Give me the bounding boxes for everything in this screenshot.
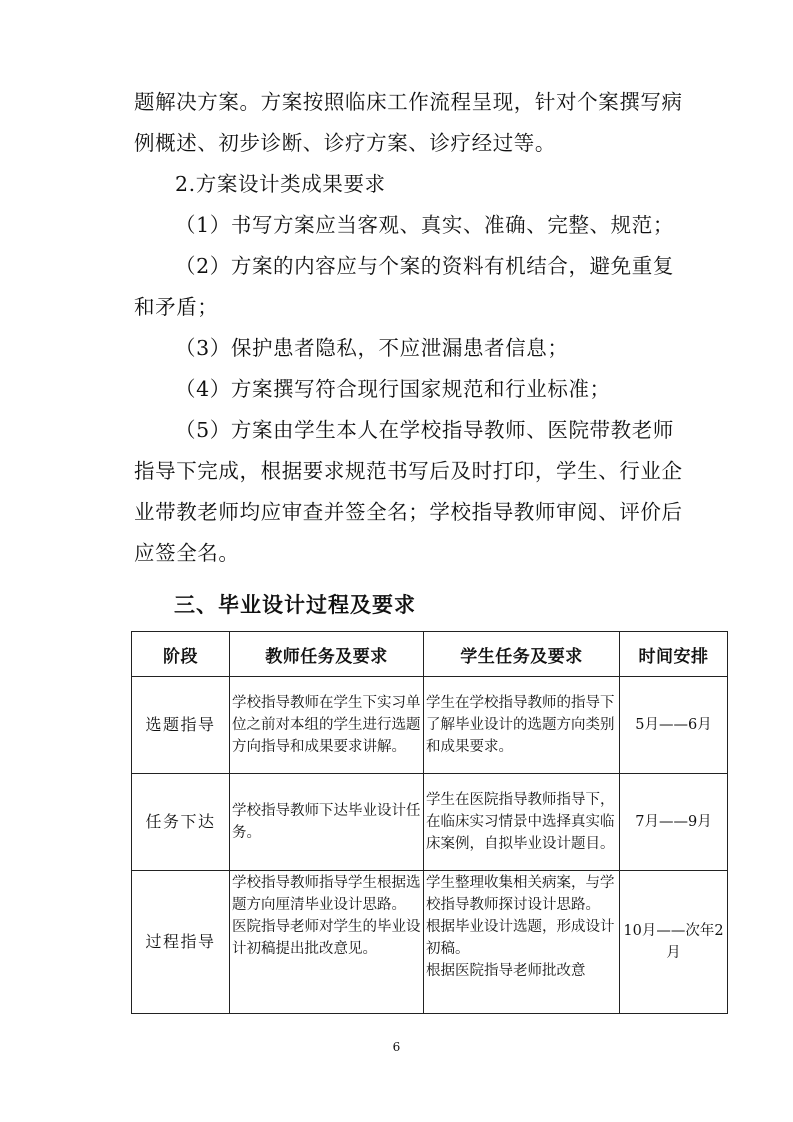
- subheading-outcome-requirements: 2.方案设计类成果要求: [175, 172, 386, 196]
- student-task-text: 学生在学校指导教师的指导下了解毕业设计的选题方向类别和成果要求。: [426, 695, 615, 755]
- header-student-tasks: 学生任务及要求: [424, 632, 620, 677]
- section-heading: 三、毕业设计过程及要求: [174, 593, 416, 617]
- teacher-task-text: 学校指导教师下达毕业设计任务。: [232, 803, 421, 841]
- paragraph-continuation: 题解决方案。方案按照临床工作流程呈现，针对个案撰写病例概述、初步诊断、诊疗方案、诊疗经过等。: [134, 90, 683, 155]
- requirement-3: （3）保护患者隐私，不应泄漏患者信息；: [175, 336, 569, 360]
- table-row: [132, 677, 728, 774]
- process-table: [131, 631, 728, 1014]
- schedule-cell: 5月——6月: [620, 677, 728, 774]
- student-task-cell: [424, 871, 620, 1014]
- student-task-text: 学生整理收集相关病案，与学校指导教师探讨设计思路。: [426, 875, 615, 913]
- schedule-cell: 7月——9月: [620, 774, 728, 871]
- header-schedule: 时间安排: [620, 632, 728, 677]
- header-stage: 阶段: [132, 632, 230, 677]
- stage-cell: 选题指导: [132, 677, 230, 774]
- stage-cell: 任务下达: [132, 774, 230, 871]
- requirement-2: （2）方案的内容应与个案的资料有机结合，避免重复和矛盾；: [134, 254, 674, 319]
- stage-cell: 过程指导: [132, 871, 230, 1014]
- requirement-4: （4）方案撰写符合现行国家规范和行业标准；: [175, 377, 611, 401]
- requirement-5: （5）方案由学生本人在学校指导教师、医院带教老师指导下完成，根据要求规范书写后及时打印，学生、行业企业带教老师均应审查并签全名；学校指导教师审阅、评价后应签全名。: [134, 418, 683, 565]
- student-task-cell: [424, 774, 620, 871]
- student-task-cell: [424, 677, 620, 774]
- teacher-task-text: 学校指导教师在学生下实习单位之前对本组的学生进行选题方向指导和成果要求讲解。: [232, 695, 421, 755]
- teacher-task-cell: [230, 677, 424, 774]
- table-header-row: [132, 632, 728, 677]
- teacher-task-text: 学校指导教师指导学生根据选题方向厘清毕业设计思路。: [232, 875, 421, 913]
- requirement-1: （1）书写方案应当客观、真实、准确、完整、规范；: [175, 213, 674, 237]
- table-row: [132, 774, 728, 871]
- header-teacher-tasks: 教师任务及要求: [230, 632, 424, 677]
- student-task-text: 根据毕业设计选题，形成设计初稿。: [426, 919, 615, 957]
- table-row: [132, 871, 728, 1014]
- student-task-text: 根据医院指导老师批改意: [426, 963, 586, 979]
- student-task-text: 学生在医院指导教师指导下，在临床实习情景中选择真实临床案例，自拟毕业设计题目。: [426, 792, 615, 852]
- teacher-task-text: 医院指导老师对学生的毕业设计初稿提出批改意见。: [232, 919, 421, 957]
- schedule-cell: 10月——次年2月: [620, 871, 728, 1014]
- teacher-task-cell: [230, 774, 424, 871]
- page-number: 6: [392, 1040, 401, 1054]
- teacher-task-cell: [230, 871, 424, 1014]
